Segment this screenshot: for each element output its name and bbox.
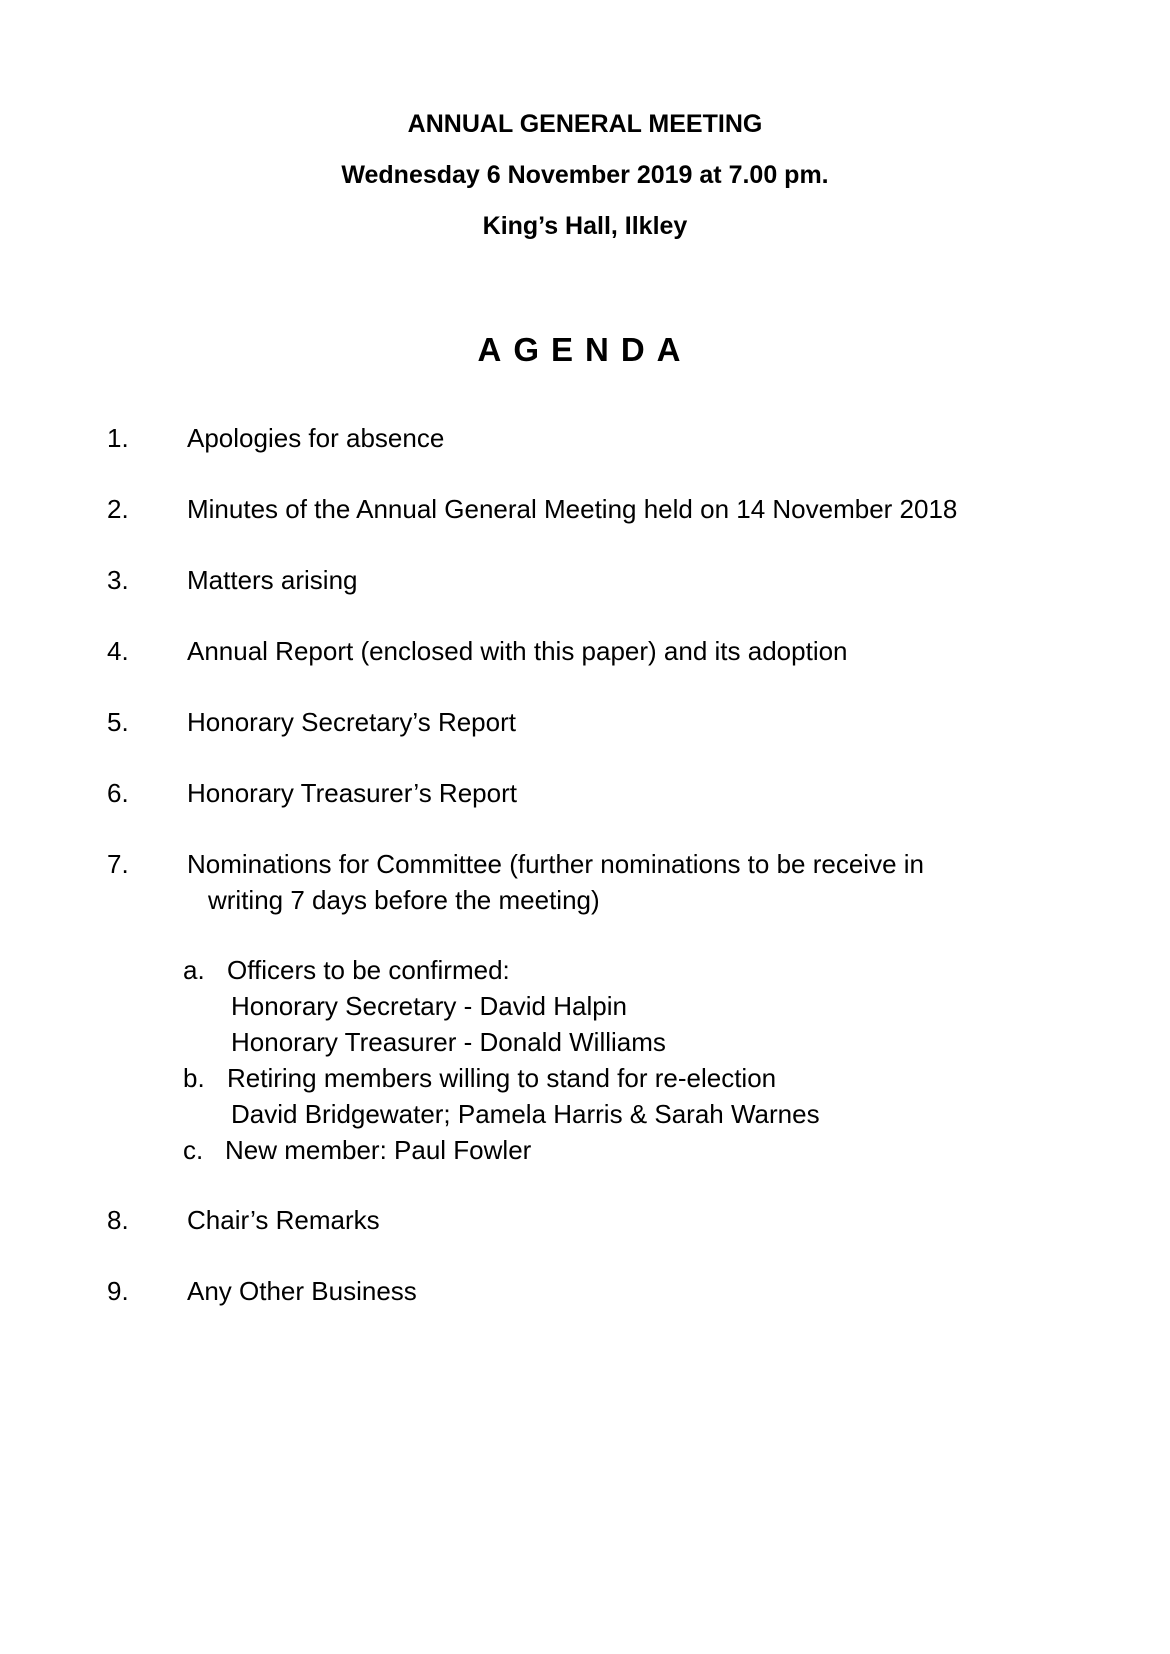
sub-item-text: Retiring members willing to stand for re-election	[227, 1063, 777, 1093]
item-number: 5.	[107, 707, 129, 737]
item-text: Annual Report (enclosed with this paper) and its adoption	[187, 636, 848, 666]
agenda-heading: AGENDA	[477, 331, 693, 368]
sub-item-detail: David Bridgewater; Pamela Harris & Sarah Warnes	[231, 1099, 820, 1129]
sub-item-letter: a.	[183, 955, 205, 985]
item-text: Nominations for Committee (further nominations to be receive in	[187, 849, 924, 879]
item-text: Matters arising	[187, 565, 358, 595]
item-number: 8.	[107, 1205, 129, 1235]
item-number: 9.	[107, 1276, 129, 1306]
item-text: Minutes of the Annual General Meeting held on 14 November 2018	[187, 494, 958, 524]
item-text: Honorary Treasurer’s Report	[187, 778, 517, 808]
item-number: 6.	[107, 778, 129, 808]
item-text: Any Other Business	[187, 1276, 417, 1306]
item-number: 7.	[107, 849, 129, 879]
meeting-title: ANNUAL GENERAL MEETING	[407, 110, 763, 138]
sub-item-detail: Honorary Secretary - David Halpin	[231, 991, 627, 1021]
sub-item-text: Officers to be confirmed:	[227, 955, 510, 985]
meeting-datetime: Wednesday 6 November 2019 at 7.00 pm.	[341, 161, 829, 189]
item-number: 2.	[107, 494, 129, 524]
meeting-venue: King’s Hall, Ilkley	[482, 212, 688, 240]
item-text: Honorary Secretary’s Report	[187, 707, 516, 737]
sub-item-detail: Honorary Treasurer - Donald Williams	[231, 1027, 666, 1057]
sub-item-letter: b.	[183, 1063, 205, 1093]
sub-item-text: New member: Paul Fowler	[225, 1135, 532, 1165]
item-number: 4.	[107, 636, 129, 666]
item-text: Chair’s Remarks	[187, 1205, 380, 1235]
item-number: 3.	[107, 565, 129, 595]
item-continuation: writing 7 days before the meeting)	[208, 885, 600, 915]
sub-item-letter: c.	[183, 1135, 204, 1165]
item-text: Apologies for absence	[187, 423, 445, 453]
item-number: 1.	[107, 423, 129, 453]
